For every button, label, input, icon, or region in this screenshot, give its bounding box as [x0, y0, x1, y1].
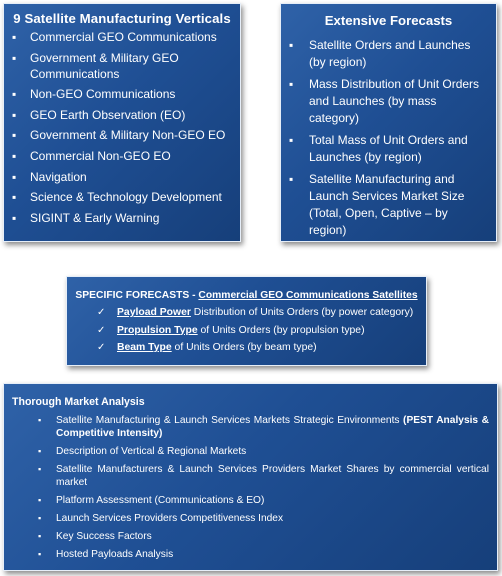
- list-item: ▪ Satellite Manufacturing and Launch Services Market Size (Total, Open, Captive – by region): [289, 172, 465, 237]
- market-analysis-list: [12, 414, 489, 561]
- list-item: ▪ Non-GEO Communications: [12, 87, 176, 102]
- list-item: ▪ Mass Distribution of Unit Orders and Launches (by mass category): [289, 77, 480, 125]
- verticals-title: 9 Satellite Manufacturing Verticals: [13, 11, 231, 26]
- square-bullet-icon: ▪: [38, 513, 42, 523]
- list-item: ▪ GEO Earth Observation (EO): [12, 107, 186, 122]
- square-bullet-icon: ▪: [12, 50, 17, 65]
- square-bullet-icon: ▪: [12, 190, 17, 205]
- square-bullet-icon: ▪: [289, 172, 294, 186]
- verticals-panel: [3, 3, 241, 242]
- square-bullet-icon: ▪: [38, 549, 42, 559]
- forecasts-title: Extensive Forecasts: [324, 13, 453, 28]
- list-item: ▪ Description of Vertical & Regional Markets: [38, 446, 247, 457]
- square-bullet-icon: ▪: [12, 128, 17, 143]
- market-analysis-title: Thorough Market Analysis: [12, 396, 145, 408]
- list-item: ▪ Navigation: [12, 169, 87, 184]
- specific-forecasts-subject: Commercial GEO Communications Satellites: [198, 290, 418, 301]
- specific-forecasts-panel: [66, 276, 427, 366]
- list-item: ✓ Beam Type of Units Orders (by beam type): [97, 340, 418, 356]
- list-item: ▪ Total Mass of Unit Orders and Launches (by region): [289, 133, 468, 164]
- list-item: ▪ Hosted Payloads Analysis: [38, 549, 174, 560]
- list-item: ▪ Science & Technology Development: [12, 190, 222, 205]
- square-bullet-icon: ▪: [12, 87, 17, 102]
- list-item: ▪ Launch Services Providers Competitiveness Index: [38, 513, 284, 524]
- verticals-list: [12, 29, 232, 226]
- list-item: ▪ SIGINT & Early Warning: [12, 210, 160, 225]
- specific-forecasts-title: SPECIFIC FORECASTS - Commercial GEO Communications Satellites: [75, 290, 418, 301]
- square-bullet-icon: ▪: [12, 210, 17, 225]
- list-item: ✓ Payload Power Distribution of Units Orders (by power category): [97, 305, 418, 321]
- list-item: ▪ Satellite Manufacturers & Launch Services Providers Market Shares by commercial vertical market: [38, 464, 489, 488]
- square-bullet-icon: ▪: [12, 30, 17, 44]
- forecasts-list: [289, 37, 488, 239]
- square-bullet-icon: ▪: [289, 38, 294, 52]
- square-bullet-icon: ▪: [12, 169, 17, 184]
- list-item: ▪ Satellite Orders and Launches (by region): [289, 38, 471, 69]
- square-bullet-icon: ▪: [289, 77, 294, 91]
- list-item: ▪ Platform Assessment (Communications & EO): [38, 495, 265, 506]
- square-bullet-icon: ▪: [38, 415, 42, 425]
- square-bullet-icon: ▪: [38, 531, 42, 541]
- square-bullet-icon: ▪: [12, 148, 17, 163]
- square-bullet-icon: ▪: [289, 133, 294, 147]
- list-item: ▪ Commercial GEO Communications: [12, 30, 217, 44]
- square-bullet-icon: ▪: [38, 446, 42, 456]
- checkmark-icon: ✓: [97, 324, 106, 336]
- market-analysis-panel: [3, 383, 498, 571]
- checkmark-icon: ✓: [97, 342, 106, 353]
- checkmark-icon: ✓: [97, 307, 106, 318]
- square-bullet-icon: ▪: [12, 107, 17, 122]
- square-bullet-icon: ▪: [38, 464, 42, 474]
- square-bullet-icon: ▪: [38, 495, 42, 505]
- forecasts-panel: [280, 3, 497, 242]
- specific-forecasts-list: [75, 305, 418, 356]
- list-item: ▪ Government & Military Non-GEO EO: [12, 128, 226, 143]
- list-item: ▪ Commercial Non-GEO EO: [12, 148, 171, 163]
- list-item: ▪ Satellite Manufacturing & Launch Services Markets Strategic Environments (PEST Analysis & Competitive Intensity): [38, 415, 489, 439]
- list-item: ✓ Propulsion Type of Units Orders (by propulsion type): [97, 323, 418, 339]
- list-item: ▪ Government & Military GEO Communications: [12, 50, 179, 81]
- list-item: ▪ Key Success Factors: [38, 531, 152, 542]
